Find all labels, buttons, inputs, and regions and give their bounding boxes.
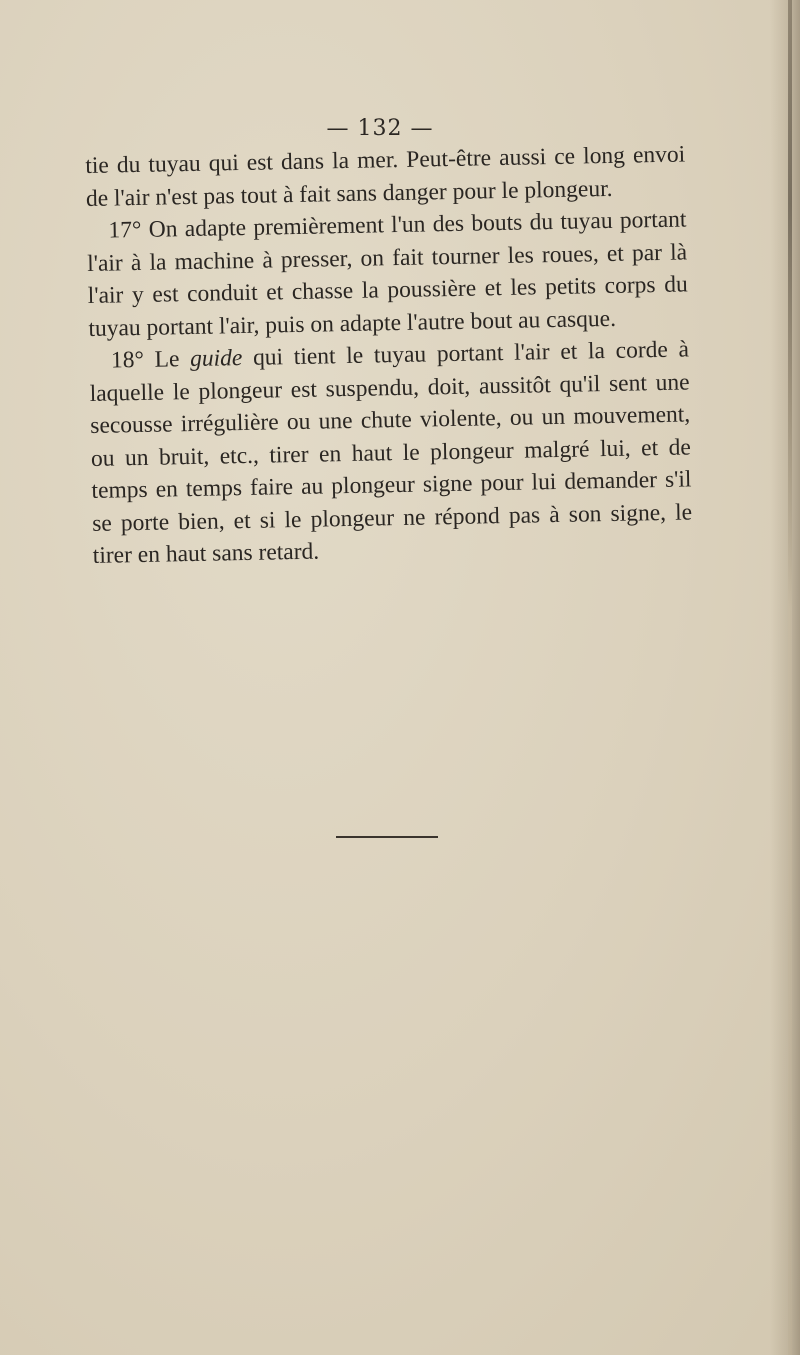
- item-18-text: qui tient le tuyau portant l'air et la corde à laquelle le plongeur est suspendu, doit, aussitôt qu'il sent une secousse irrégulière ou une chute violente, ou un mouvement, ou un bruit, etc., tirer en haut le plongeur malgré lui, et de temps en temps faire au plongeur signe pour lui demander s'il se porte bien, et si le plongeur ne répond pas à son signe, le tirer en haut sans retard.: [89, 336, 693, 569]
- section-end-rule: [336, 836, 438, 838]
- page-edge-shadow: [770, 0, 800, 1355]
- paragraph-continuation: tie du tuyau qui est dans la mer. Peut-être aussi ce long envoi de l'air n'est pas tout à fait sans danger pour le plongeur.: [85, 141, 686, 212]
- item-18-emphasis: guide: [189, 345, 243, 373]
- paragraph-item-17: 17° On adapte premièrement l'un des bouts du tuyau portant l'air à la machine à presser, on fait tourner les roues, et par là l'air y est conduit et chasse la poussière et les petits corps du tuyau portant l'air, puis on adapte l'autre bout au casque.: [86, 206, 688, 342]
- body-text: [85, 138, 693, 572]
- page-binding-edge: [788, 0, 792, 1355]
- item-18-prefix: 18° Le: [110, 346, 191, 374]
- paragraph-item-18: [89, 333, 693, 572]
- page-number: — 132 —: [326, 116, 434, 141]
